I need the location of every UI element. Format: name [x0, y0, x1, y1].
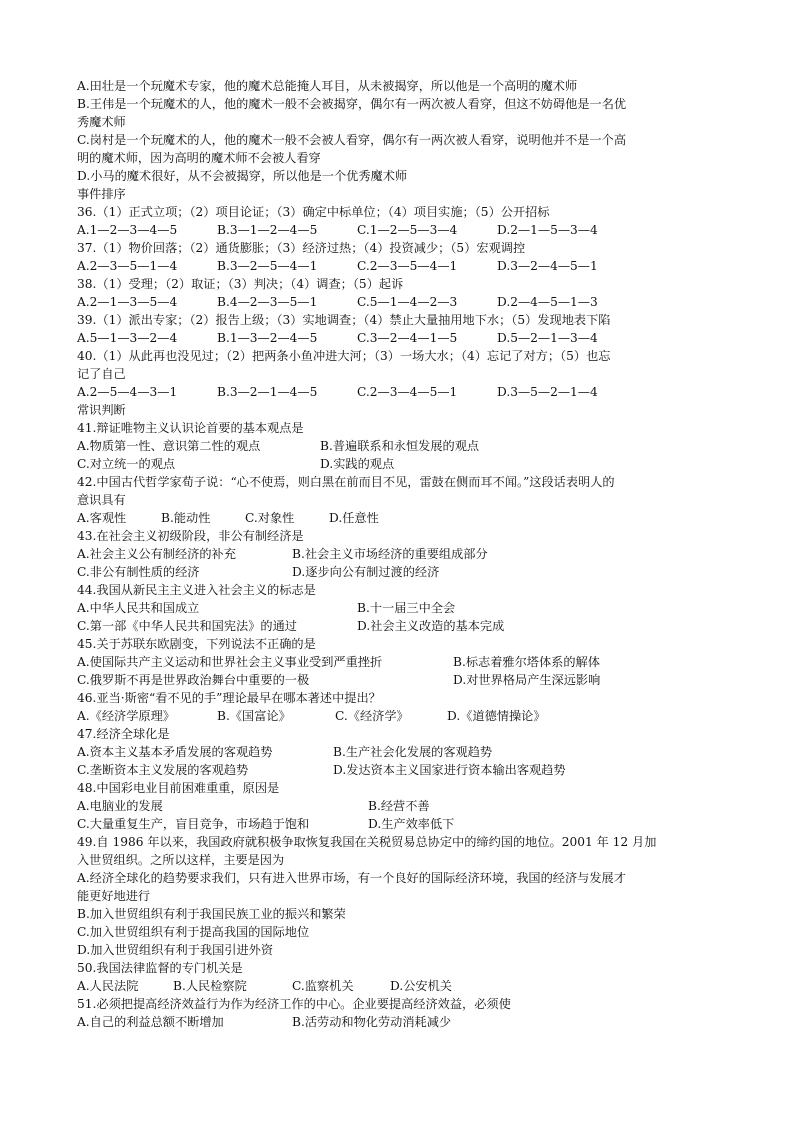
q36-option-a: A.1—2—3—4—5	[77, 223, 178, 237]
q36-option-b: B.3—1—2—4—5	[217, 223, 318, 237]
q40-option-c: C.2—3—4—5—1	[357, 385, 458, 399]
q44-options-row1	[77, 599, 727, 617]
q49-option-a-line1: A.经济全球化的趋势要求我们，只有进入世界市场，有一个良好的国际经济环境，我国的经济与发展才	[77, 871, 626, 885]
q50-option-d: D.公安机关	[390, 979, 452, 993]
q44-option-b: B.十一届三中全会	[357, 601, 456, 615]
q47-option-d: D.发达资本主义国家进行资本输出客观趋势	[333, 763, 566, 777]
q43-option-d: D.逐步向公有制过渡的经济	[292, 565, 440, 579]
q43-options-row2	[77, 563, 727, 581]
q45-option-b: B.标志着雅尔塔体系的解体	[453, 655, 600, 669]
q50-stem: 50.我国法律监督的专门机关是	[77, 961, 243, 975]
q47-options-row2	[77, 761, 727, 779]
q37-options	[77, 257, 727, 275]
q40-options	[77, 383, 727, 401]
section-heading-common: 常识判断	[77, 403, 126, 417]
q47-stem: 47.经济全球化是	[77, 727, 170, 741]
q41-option-b: B.普遍联系和永恒发展的观点	[320, 439, 480, 453]
q40-option-b: B.3—2—1—4—5	[217, 385, 318, 399]
q45-option-d: D.对世界格局产生深远影响	[453, 673, 601, 687]
q35-option-c-line2: 明的魔术师，因为高明的魔术师不会被人看穿	[77, 151, 321, 165]
q35-option-c-line1: C.岗村是一个玩魔术的人，他的魔术一般不会被人看穿，偶尔有一两次被人看穿，说明他并不是一个高	[77, 133, 627, 147]
q48-stem: 48.中国彩电业目前困难重重，原因是	[77, 781, 280, 795]
q44-stem: 44.我国从新民主主义进入社会主义的标志是	[77, 583, 316, 597]
q49-option-d: D.加入世贸组织有利于我国引进外资	[77, 943, 274, 957]
q39-option-c: C.3—2—4—1—5	[357, 331, 458, 345]
q39-option-b: B.1—3—2—4—5	[217, 331, 318, 345]
q49-stem-line1: 49.自 1986 年以来，我国政府就积极争取恢复我国在关税贸易总协定中的缔约国的地位。2001 年 12 月加	[77, 835, 657, 849]
q38-option-a: A.2—1—3—5—4	[77, 295, 178, 309]
q43-option-c: C.非公有制性质的经济	[77, 565, 200, 579]
q43-stem: 43.在社会主义初级阶段，非公有制经济是	[77, 529, 304, 543]
q36-option-c: C.1—2—5—3—4	[357, 223, 458, 237]
q46-options	[77, 707, 727, 725]
q37-option-c: C.2—3—5—4—1	[357, 259, 458, 273]
q40-stem-line2: 记了自己	[77, 367, 126, 381]
q38-option-b: B.4—2—3—5—1	[217, 295, 318, 309]
q38-options	[77, 293, 727, 311]
q48-option-c: C.大量重复生产，盲目竞争，市场趋于饱和	[77, 817, 310, 831]
q41-options-row1	[77, 437, 727, 455]
q47-option-a: A.资本主义基本矛盾发展的客观趋势	[77, 745, 273, 759]
q41-options-row2	[77, 455, 727, 473]
q49-option-b: B.加入世贸组织有利于我国民族工业的振兴和繁荣	[77, 907, 346, 921]
q48-option-b: B.经营不善	[368, 799, 430, 813]
q45-options-row1	[77, 653, 727, 671]
q46-option-b: B.《国富论》	[217, 709, 291, 723]
q48-option-a: A.电脑业的发展	[77, 799, 163, 813]
q49-option-a-line2: 能更好地进行	[77, 889, 151, 903]
q36-options	[77, 221, 727, 239]
q50-option-c: C.监察机关	[292, 979, 354, 993]
q51-options	[77, 1013, 727, 1031]
q41-option-a: A.物质第一性、意识第二性的观点	[77, 439, 261, 453]
q39-option-d: D.5—2—1—3—4	[497, 331, 598, 345]
q38-option-d: D.2—4—5—1—3	[497, 295, 598, 309]
q48-options-row2	[77, 815, 727, 833]
q40-option-d: D.3—5—2—1—4	[497, 385, 598, 399]
q41-stem: 41.辩证唯物主义认识论首要的基本观点是	[77, 421, 304, 435]
q46-option-c: C.《经济学》	[335, 709, 409, 723]
q35-option-b-line2: 秀魔术师	[77, 115, 126, 129]
q44-option-c: C.第一部《中华人民共和国宪法》的通过	[77, 619, 297, 633]
q49-option-c: C.加入世贸组织有利于提高我国的国际地位	[77, 925, 310, 939]
q47-option-b: B.生产社会化发展的客观趋势	[333, 745, 493, 759]
q47-option-c: C.垄断资本主义发展的客观趋势	[77, 763, 249, 777]
q35-option-d: D.小马的魔术很好，从不会被揭穿，所以他是一个优秀魔术师	[77, 169, 408, 183]
q50-option-b: B.人民检察院	[173, 979, 247, 993]
q36-stem: 36.（1）正式立项；（2）项目论证；（3）确定中标单位；（4）项目实施；（5）公开招标	[77, 205, 550, 219]
q38-option-c: C.5—1—4—2—3	[357, 295, 458, 309]
q45-options-row2	[77, 671, 727, 689]
q45-stem: 45.关于苏联东欧剧变，下列说法不正确的是	[77, 637, 316, 651]
q42-option-b: B.能动性	[161, 511, 211, 525]
q37-option-b: B.3—2—5—4—1	[217, 259, 318, 273]
q39-stem: 39.（1）派出专家；（2）报告上级；（3）实地调查；（4）禁止大量抽用地下水；（5）发现地表下陷	[77, 313, 611, 327]
q42-options	[77, 509, 727, 527]
q48-options-row1	[77, 797, 727, 815]
q36-option-d: D.2—1—5—3—4	[497, 223, 598, 237]
section-heading-sort: 事件排序	[77, 187, 126, 201]
q35-option-b-line1: B.王伟是一个玩魔术的人，他的魔术一般不会被揭穿，偶尔有一两次被人看穿，但这不妨碍他是一名优	[77, 97, 627, 111]
q46-option-a: A.《经济学原理》	[77, 709, 175, 723]
q50-options	[77, 977, 727, 995]
q42-option-d: D.任意性	[329, 511, 379, 525]
q51-option-b: B.活劳动和物化劳动消耗减少	[292, 1015, 452, 1029]
q37-option-d: D.3—2—4—5—1	[497, 259, 598, 273]
q44-option-a: A.中华人民共和国成立	[77, 601, 200, 615]
q43-options-row1	[77, 545, 727, 563]
q35-option-a-line1: A.田壮是一个玩魔术专家，他的魔术总能掩人耳目，从未被揭穿，所以他是一个高明的魔术师	[77, 79, 578, 93]
q42-option-c: C.对象性	[245, 511, 295, 525]
q51-option-a: A.自己的利益总额不断增加	[77, 1015, 224, 1029]
q43-option-a: A.社会主义公有制经济的补充	[77, 547, 236, 561]
q47-options-row1	[77, 743, 727, 761]
q38-stem: 38.（1）受理；（2）取证；（3）判决；（4）调查；（5）起诉	[77, 277, 404, 291]
q45-option-c: C.俄罗斯不再是世界政治舞台中重要的一极	[77, 673, 310, 687]
q42-stem-line1: 42.中国古代哲学家荀子说：“心不使焉，则白黑在前而目不见，雷鼓在侧而耳不闻。”这段话表明人的	[77, 475, 615, 489]
q37-option-a: A.2—3—5—1—4	[77, 259, 178, 273]
q42-option-a: A.客观性	[77, 511, 127, 525]
q44-options-row2	[77, 617, 727, 635]
document-content	[77, 77, 727, 1031]
q49-stem-line2: 入世贸组织。之所以这样，主要是因为	[77, 853, 285, 867]
q41-option-d: D.实践的观点	[320, 457, 395, 471]
q46-option-d: D.《道德情操论》	[447, 709, 546, 723]
q41-option-c: C.对立统一的观点	[77, 457, 176, 471]
q42-stem-line2: 意识具有	[77, 493, 126, 507]
q50-option-a: A.人民法院	[77, 979, 139, 993]
q51-stem: 51.必须把提高经济效益行为作为经济工作的中心。企业要提高经济效益，必须使	[77, 997, 511, 1011]
q39-option-a: A.5—1—3—2—4	[77, 331, 178, 345]
q45-option-a: A.使国际共产主义运动和世界社会主义事业受到严重挫折	[77, 655, 383, 669]
q37-stem: 37.（1）物价回落；（2）通货膨胀；（3）经济过热；（4）投资减少；（5）宏观调控	[77, 241, 526, 255]
q46-stem: 46.亚当·斯密“看不见的手”理论最早在哪本著述中提出？	[77, 691, 381, 705]
q48-option-d: D.生产效率低下	[368, 817, 455, 831]
q43-option-b: B.社会主义市场经济的重要组成部分	[292, 547, 488, 561]
q40-option-a: A.2—5—4—3—1	[77, 385, 178, 399]
q40-stem-line1: 40.（1）从此再也没见过；（2）把两条小鱼冲进大河；（3）一场大水；（4）忘记了对方；（5）也忘	[77, 349, 611, 363]
q44-option-d: D.社会主义改造的基本完成	[357, 619, 505, 633]
q39-options	[77, 329, 727, 347]
